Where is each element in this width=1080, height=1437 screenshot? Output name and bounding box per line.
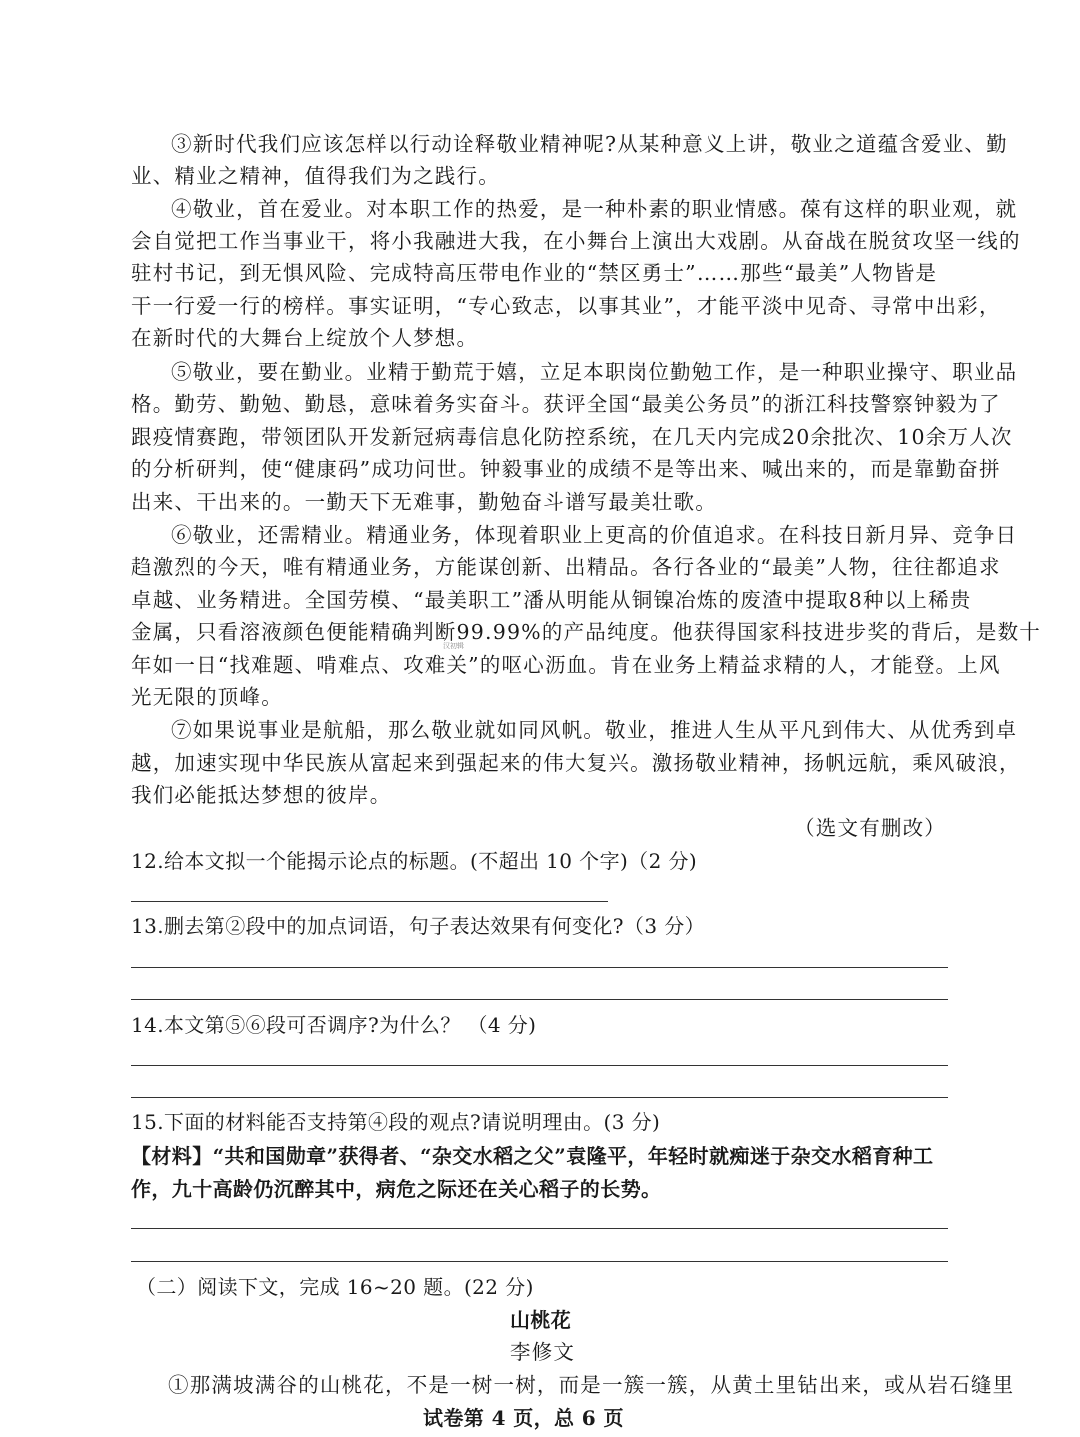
section-2-heading: （二）阅读下文，完成 16~20 题。(22 分)	[136, 1275, 534, 1299]
question-14: 14.本文第⑤⑥段可否调序?为什么？ （4 分)	[131, 1013, 537, 1037]
story-author: 李修文	[510, 1340, 576, 1364]
answer-line-q15-2[interactable]	[131, 1261, 948, 1262]
paragraph-6-line-4: 金属，只看溶液颜色便能精确判断99.99%的产品纯度。他获得国家科技进步奖的背后，是数十	[131, 620, 1041, 644]
question-13: 13.删去第②段中的加点词语，句子表达效果有何变化?（3 分）	[131, 914, 706, 938]
story-paragraph-1: ①那满坡满谷的山桃花，不是一树一树，而是一簇一簇，从黄土里钻出来，或从岩石缝里	[168, 1373, 1015, 1397]
page-footer: 试卷第 4 页，总 6 页	[423, 1406, 624, 1430]
paragraph-6-line-1: ⑥敬业，还需精业。精通业务，体现着职业上更高的价值追求。在科技日新月异、竞争日	[171, 523, 1018, 547]
paragraph-5-line-2: 格。勤劳、勤勉、勤恳，意味着务实奋斗。获评全国“最美公务员”的浙江科技警察钟毅为了	[131, 392, 1001, 416]
paragraph-3-line-2: 业、精业之精神，值得我们为之践行。	[131, 164, 500, 188]
paragraph-5-line-3: 跟疫情赛跑，带领团队开发新冠病毒信息化防控系统，在几天内完成20余批次、10余万人次	[131, 425, 1013, 449]
paragraph-6-line-5: 年如一日“找难题、啃难点、攻难关”的呕心沥血。肯在业务上精益求精的人，才能登。上风	[131, 653, 1001, 677]
source-note: （选文有删改）	[794, 816, 946, 840]
answer-line-q15-1[interactable]	[131, 1228, 948, 1229]
paragraph-5-line-5: 出来、干出来的。一勤天下无难事，勤勉奋斗谱写最美壮歌。	[131, 490, 717, 514]
paragraph-5-line-1: ⑤敬业，要在勤业。业精于勤荒于嬉，立足本职岗位勤勉工作，是一种职业操守、职业品	[171, 360, 1018, 384]
question-12: 12.给本文拟一个能揭示论点的标题。(不超出 10 个字)（2 分)	[131, 849, 698, 873]
paragraph-4-line-5: 在新时代的大舞台上绽放个人梦想。	[131, 326, 479, 350]
answer-line-q13-1[interactable]	[131, 967, 948, 968]
answer-line-q13-2[interactable]	[131, 999, 948, 1000]
paragraph-4-line-2: 会自觉把工作当事业干，将小我融进大我，在小舞台上演出大戏剧。从奋战在脱贫攻坚一线的	[131, 229, 1021, 253]
question-15-material-line-1: 【材料】“共和国勋章”获得者、“杂交水稻之父”袁隆平，年轻时就痴迷于杂交水稻育种工	[131, 1144, 934, 1168]
paragraph-6-line-2: 趋激烈的今天，唯有精通业务，方能谋创新、出精品。各行各业的“最美”人物，往往都追求	[131, 555, 1001, 579]
story-title: 山桃花	[510, 1308, 572, 1332]
answer-line-q12[interactable]	[131, 901, 608, 902]
paragraph-7-line-2: 越，加速实现中华民族从富起来到强起来的伟大复兴。激扬敬业精神，扬帆远航，乘风破浪，	[131, 751, 1021, 775]
paragraph-5-line-4: 的分析研判，使“健康码”成功问世。钟毅事业的成绩不是等出来、喊出来的，而是靠勤奋拼	[131, 457, 1001, 481]
paragraph-4-line-4: 干一行爱一行的榜样。事实证明，“专心致志，以事其业”，才能平淡中见奇、寻常中出彩，	[131, 294, 1001, 318]
watermark-text: 汉初辑	[443, 642, 464, 650]
paragraph-7-line-3: 我们必能抵达梦想的彼岸。	[131, 783, 392, 807]
paragraph-4-line-1: ④敬业，首在爱业。对本职工作的热爱，是一种朴素的职业情感。葆有这样的职业观，就	[171, 197, 1018, 221]
paragraph-6-line-6: 光无限的顶峰。	[131, 685, 283, 709]
answer-line-q14-2[interactable]	[131, 1097, 948, 1098]
paragraph-6-line-3: 卓越、业务精进。全国劳模、“最美职工”潘从明能从铜镍冶炼的废渣中提取8种以上稀贵	[131, 588, 972, 612]
paragraph-7-line-1: ⑦如果说事业是航船，那么敬业就如同风帆。敬业，推进人生从平凡到伟大、从优秀到卓	[171, 718, 1018, 742]
paragraph-3-line-1: ③新时代我们应该怎样以行动诠释敬业精神呢?从某种意义上讲，敬业之道蕴含爱业、勤	[171, 132, 1008, 156]
paragraph-4-line-3: 驻村书记，到无惧风险、完成特高压带电作业的“禁区勇士”……那些“最美”人物皆是	[131, 261, 938, 285]
answer-line-q14-1[interactable]	[131, 1065, 948, 1066]
question-15-material-line-2: 作，九十高龄仍沉醉其中，病危之际还在关心稻子的长势。	[131, 1177, 662, 1201]
question-15: 15.下面的材料能否支持第④段的观点?请说明理由。(3 分)	[131, 1110, 661, 1134]
